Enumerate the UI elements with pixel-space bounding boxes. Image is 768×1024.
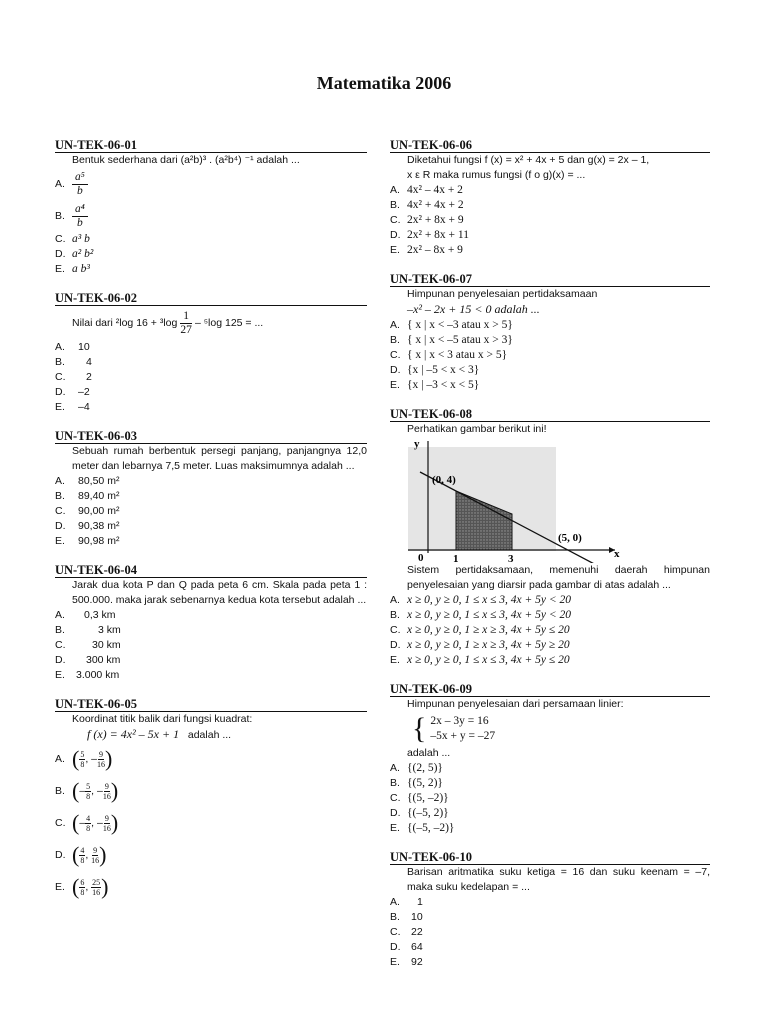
question-stem: Perhatikan gambar berikut ini!	[407, 423, 547, 435]
option-b[interactable]: B. x ≥ 0, y ≥ 0, 1 ≤ x ≤ 3, 4x + 5y < 20	[390, 609, 572, 621]
option-c[interactable]: C. { x | x < 3 atau x > 5}	[390, 349, 508, 361]
point-0-4: (0, 4)	[432, 474, 456, 486]
option-c[interactable]: C. {(5, –2)}	[390, 792, 449, 804]
option-d[interactable]: D. {(–5, 2)}	[390, 807, 449, 819]
question-10	[390, 850, 710, 970]
option-e[interactable]: E. ( $\frac{6}{8}$ , $\frac{25}{16}$ )	[55, 874, 109, 899]
option-d[interactable]: D. {x | –5 < x < 3}	[390, 364, 480, 376]
question-id: UN-TEK-06-10	[390, 850, 710, 865]
question-stem: Diketahui fungsi f (x) = x² + 4x + 5 dan g(x) = 2x – 1,	[407, 154, 650, 166]
shaded-region-graph	[390, 437, 630, 563]
option-b[interactable]: B. 3 km	[55, 624, 121, 636]
question-06	[390, 138, 710, 258]
option-e[interactable]: E. a b³	[55, 263, 90, 275]
equation-system: { 2x – 3y = 16 –5x + y = –27	[412, 712, 496, 745]
option-d[interactable]: D. –2	[55, 386, 90, 398]
option-c[interactable]: C. 2	[55, 371, 92, 383]
question-id: UN-TEK-06-02	[55, 291, 367, 306]
option-d[interactable]: D. 2x² + 8x + 11	[390, 229, 469, 241]
option-e[interactable]: E. 2x² – 8x + 9	[390, 244, 463, 256]
option-a[interactable]: A. 0,3 km	[55, 609, 116, 621]
option-a[interactable]: A. { x | x < –3 atau x > 5}	[390, 319, 513, 331]
option-c[interactable]: C. 30 km	[55, 639, 121, 651]
question-stem: Bentuk sederhana dari (a²b)³ . (a²b⁴) ⁻¹ adalah ...	[72, 154, 300, 166]
option-d[interactable]: D. x ≥ 0, y ≥ 0, 1 ≥ x ≥ 3, 4x + 5y ≥ 20	[390, 639, 570, 651]
option-c[interactable]: C. 22	[390, 926, 423, 938]
question-05	[55, 697, 367, 903]
tick-3: 3	[508, 553, 514, 563]
question-02	[55, 291, 367, 415]
origin-label: 0	[418, 552, 424, 563]
option-d[interactable]: D. ( $\frac{4}{8}$ , $\frac{9}{16}$ )	[55, 842, 107, 867]
point-5-0: (5, 0)	[558, 532, 582, 544]
option-e[interactable]: E. 90,98 m²	[55, 535, 120, 547]
question-08	[390, 407, 710, 668]
question-01	[55, 138, 367, 277]
option-a[interactable]: A. 1	[390, 896, 423, 908]
option-d[interactable]: D. 300 km	[55, 654, 121, 666]
option-a[interactable]: A. x ≥ 0, y ≥ 0, 1 ≤ x ≤ 3, 4x + 5y < 20	[390, 594, 572, 606]
option-a[interactable]: A. 80,50 m²	[55, 475, 120, 487]
option-c[interactable]: C. 90,00 m²	[55, 505, 120, 517]
question-stem: Sebuah rumah berbentuk persegi panjang, panjangnya 12,0 meter dan lebarnya 7,5 meter. Luas maksimumnya adalah ...	[72, 445, 367, 472]
question-stem: Koordinat titik balik dari fungsi kuadrat:	[72, 713, 253, 725]
option-a[interactable]: A. 4x² – 4x + 2	[390, 184, 463, 196]
option-e[interactable]: E. {(–5, –2)}	[390, 822, 455, 834]
question-03	[55, 429, 367, 549]
function-line: f (x) = 4x² – 5x + 1 adalah ...	[87, 727, 232, 741]
question-id: UN-TEK-06-09	[390, 682, 710, 697]
question-stem: Nilai dari ²log 16 + ³log $\frac{1}{27}$ – ⁵log 125 = ...	[72, 309, 264, 336]
y-label: y	[414, 438, 420, 450]
question-stem-2: x ε R maka rumus fungsi (f o g)(x) = ...	[407, 169, 586, 181]
option-c[interactable]: C. a³ b	[55, 233, 90, 245]
option-a[interactable]: A. 10	[55, 341, 90, 353]
option-b[interactable]: B. {(5, 2)}	[390, 777, 443, 789]
option-b[interactable]: B. 4x² + 4x + 2	[390, 199, 464, 211]
option-e[interactable]: E. x ≥ 0, y ≥ 0, 1 ≤ x ≤ 3, 4x + 5y ≤ 20	[390, 654, 570, 666]
question-id: UN-TEK-06-06	[390, 138, 710, 153]
question-stem-2: –x² – 2x + 15 < 0 adalah ...	[407, 302, 540, 316]
x-label: x	[614, 548, 620, 560]
question-stem: Himpunan penyelesaian pertidaksamaan	[407, 288, 598, 300]
question-stem-2: Sistem pertidaksamaan, memenuhi daerah himpunan penyelesaian yang diarsir pada gambar di atas adalah ...	[407, 564, 710, 591]
question-stem: Barisan aritmatika suku ketiga = 16 dan suku keenam = –7, maka suku kedelapan = ...	[407, 866, 710, 893]
question-id: UN-TEK-06-05	[55, 697, 367, 712]
page-title: Matematika 2006	[316, 73, 452, 93]
option-e[interactable]: E. {x | –3 < x < 5}	[390, 379, 480, 391]
option-b[interactable]: B. ( – $\frac{5}{8}$ , – $\frac{9}{16}$ )	[55, 778, 119, 803]
question-stem: Jarak dua kota P dan Q pada peta 6 cm. Skala pada peta 1 : 500.000. maka jarak sebenarnya kedua kota tersebut adalah ...	[72, 579, 367, 606]
question-id: UN-TEK-06-08	[390, 407, 710, 422]
option-d[interactable]: D. 64	[390, 941, 423, 953]
option-c[interactable]: C. ( – $\frac{4}{8}$ , – $\frac{9}{16}$ )	[55, 810, 119, 835]
option-b[interactable]: B. 4	[55, 356, 92, 368]
option-a[interactable]: A. ( $\frac{5}{8}$ , – $\frac{9}{16}$ )	[55, 746, 113, 771]
question-id: UN-TEK-06-07	[390, 272, 710, 287]
option-e[interactable]: E. 3.000 km	[55, 669, 120, 681]
question-id: UN-TEK-06-03	[55, 429, 367, 444]
tick-1: 1	[453, 553, 459, 563]
option-b[interactable]: B. 89,40 m²	[55, 490, 120, 502]
question-stem: Himpunan penyelesaian dari persamaan linier:	[407, 698, 624, 710]
right-column	[390, 138, 710, 984]
option-b[interactable]: B. 10	[390, 911, 423, 923]
question-07	[390, 272, 710, 393]
option-d[interactable]: D. a² b²	[55, 248, 94, 260]
question-09	[390, 682, 710, 836]
question-id: UN-TEK-06-04	[55, 563, 367, 578]
option-e[interactable]: E. 92	[390, 956, 423, 968]
option-e[interactable]: E. –4	[55, 401, 90, 413]
option-c[interactable]: C. x ≥ 0, y ≥ 0, 1 ≥ x ≥ 3, 4x + 5y ≤ 20	[390, 624, 570, 636]
option-d[interactable]: D. 90,38 m²	[55, 520, 120, 532]
option-a[interactable]: A. $\frac{\text{a⁵}}{b}$	[55, 168, 367, 200]
left-column	[55, 138, 367, 917]
question-04	[55, 563, 367, 683]
option-b[interactable]: B. $\frac{\text{a⁴}}{b}$	[55, 200, 367, 232]
question-tail: adalah ...	[407, 747, 451, 759]
option-b[interactable]: B. { x | x < –5 atau x > 3}	[390, 334, 513, 346]
option-c[interactable]: C. 2x² + 8x + 9	[390, 214, 464, 226]
option-a[interactable]: A. {(2, 5)}	[390, 762, 443, 774]
question-id: UN-TEK-06-01	[55, 138, 367, 153]
